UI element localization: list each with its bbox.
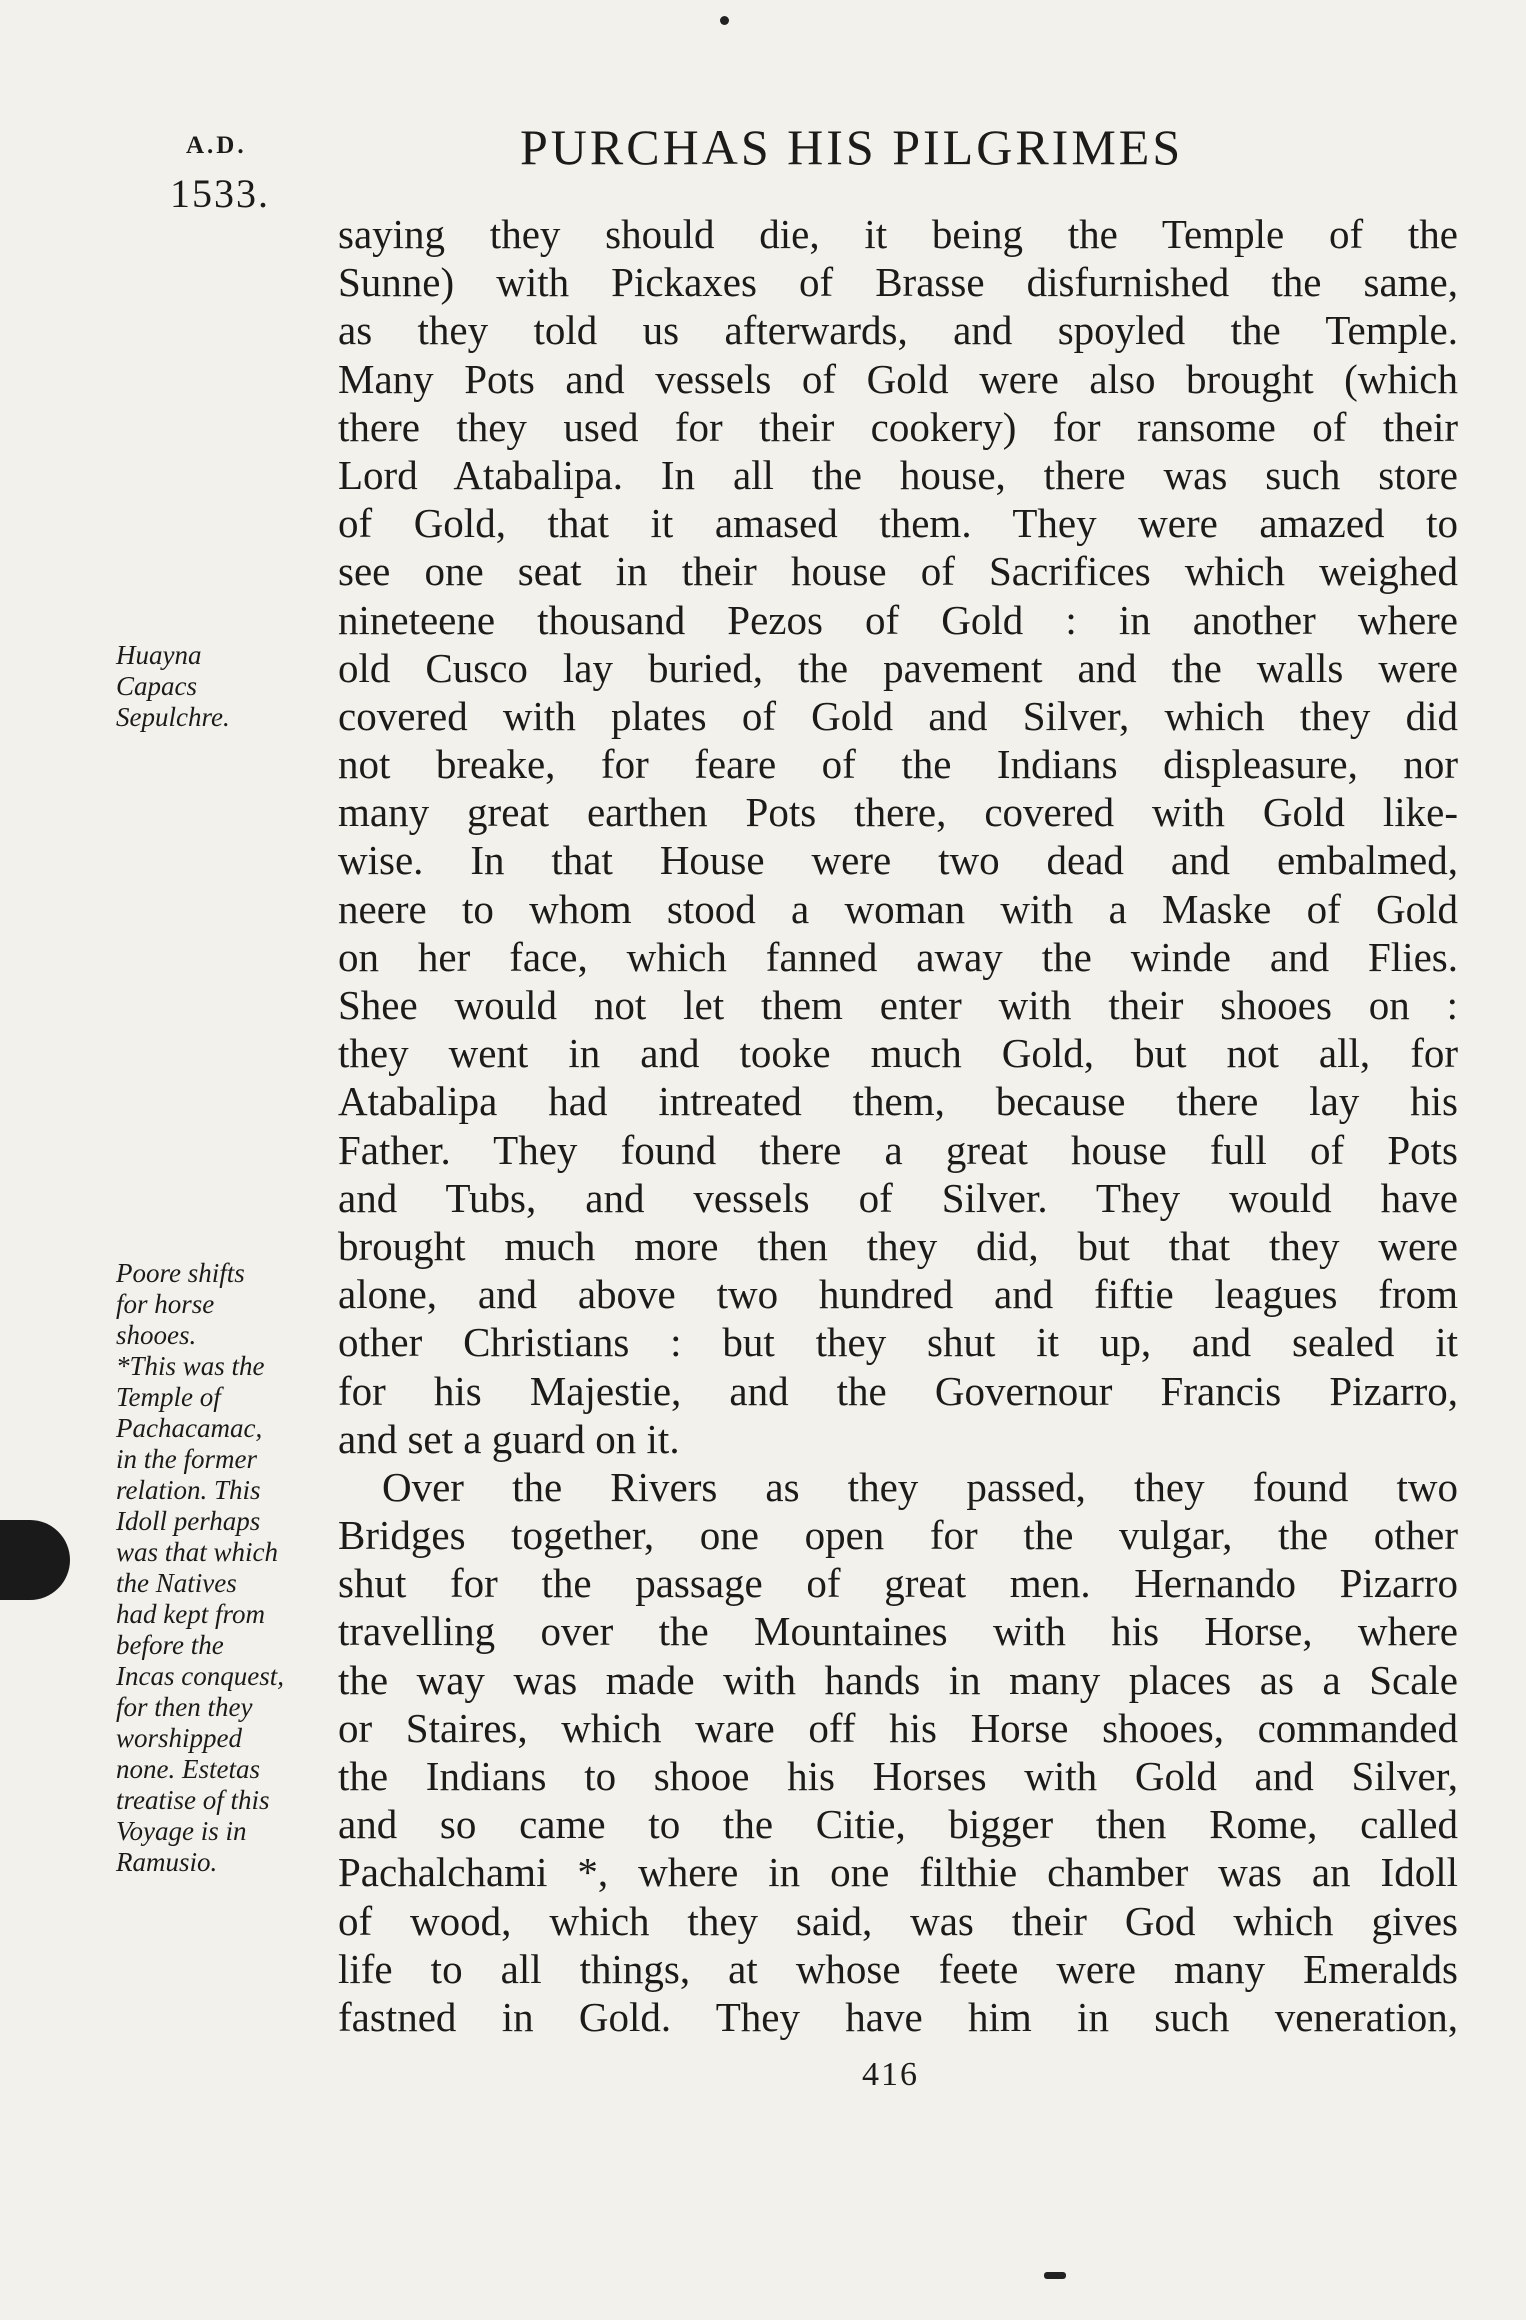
- note-line: before the: [116, 1630, 224, 1660]
- note-line: shooes.: [116, 1320, 197, 1350]
- text-line: brought much more then they did, but that they were: [338, 1222, 1458, 1269]
- note-line: in the former: [116, 1444, 257, 1474]
- text-line: the Indians to shooe his Horses with Gold and Silver,: [338, 1753, 1458, 1799]
- margin-note-horse-shooes: [116, 1258, 316, 1878]
- text-line: alone, and above two hundred and fiftie leagues from: [338, 1271, 1458, 1318]
- text-line: saying they should die, it being the Temple of the: [338, 211, 1458, 257]
- text-line: for his Majestie, and the Governour Francis Pizarro,: [338, 1367, 1458, 1414]
- text-line: and set a guard on it.: [338, 1415, 680, 1462]
- note-line: relation. This: [116, 1475, 261, 1505]
- text-line: Sunne) with Pickaxes of Brasse disfurnished the same,: [338, 259, 1458, 306]
- note-line: was that which: [116, 1537, 279, 1567]
- text-line: wise. In that House were two dead and embalmed,: [338, 837, 1458, 884]
- text-line: Pachalchami *, where in one filthie chamber was an Idoll: [338, 1849, 1458, 1896]
- note-line: for then they: [116, 1692, 253, 1722]
- note-line: Sepulchre.: [116, 702, 230, 732]
- text-line: Shee would not let them enter with their shooes on :: [338, 982, 1458, 1028]
- text-line: shut for the passage of great men. Hernando Pizarro: [338, 1560, 1458, 1607]
- text-line: many great earthen Pots there, covered with Gold like-: [338, 789, 1458, 836]
- text-line: and Tubs, and vessels of Silver. They would have: [338, 1174, 1458, 1221]
- note-line: none. Estetas: [116, 1754, 260, 1784]
- text-line: Atabalipa had intreated them, because there lay his: [338, 1078, 1458, 1125]
- text-line: neere to whom stood a woman with a Maske of Gold: [338, 885, 1458, 932]
- note-line: worshipped: [116, 1723, 243, 1753]
- text-line: as they told us afterwards, and spoyled the Temple.: [338, 307, 1458, 354]
- text-line: the way was made with hands in many places as a Scale: [338, 1656, 1458, 1703]
- text-line: old Cusco lay buried, the pavement and the walls were: [338, 644, 1458, 691]
- text-line: Many Pots and vessels of Gold were also brought (which: [338, 355, 1458, 402]
- text-line: other Christians : but they shut it up, and sealed it: [338, 1319, 1458, 1366]
- note-line: had kept from: [116, 1599, 265, 1629]
- note-line: Capacs: [116, 671, 197, 701]
- note-line: Pachacamac,: [116, 1413, 263, 1443]
- text-line: covered with plates of Gold and Silver, which they did: [338, 692, 1458, 739]
- page-number: 416: [862, 2056, 919, 2093]
- note-line: Huayna: [116, 640, 202, 670]
- text-line: fastned in Gold. They have him in such veneration,: [338, 1993, 1458, 2040]
- text-line: and so came to the Citie, bigger then Rome, called: [338, 1801, 1458, 1848]
- text-line: they went in and tooke much Gold, but not all, for: [338, 1030, 1458, 1077]
- margin-note-sepulchre: [116, 640, 316, 733]
- text-line: nineteene thousand Pezos of Gold : in another where: [338, 596, 1458, 643]
- text-line: life to all things, at whose feete were many Emeralds: [338, 1945, 1458, 1992]
- text-line: Lord Atabalipa. In all the house, there was such store: [338, 451, 1458, 498]
- note-line: Ramusio.: [116, 1847, 218, 1877]
- text-line: or Staires, which ware off his Horse shooes, commanded: [338, 1704, 1458, 1751]
- running-title: PURCHAS HIS PILGRIMES: [520, 119, 1184, 175]
- text-line: see one seat in their house of Sacrifices which weighed: [338, 548, 1458, 595]
- era-label: A.D.: [186, 132, 247, 159]
- text-line: travelling over the Mountaines with his Horse, where: [338, 1608, 1458, 1655]
- note-line: treatise of this: [116, 1785, 270, 1815]
- note-line: for horse: [116, 1289, 215, 1319]
- ink-mark: [1044, 2272, 1066, 2279]
- text-line: not breake, for feare of the Indians displeasure, nor: [338, 741, 1458, 788]
- text-line: Over the Rivers as they passed, they found two: [382, 1463, 1458, 1510]
- thumb-shadow: [0, 1520, 70, 1600]
- note-line: Poore shifts: [116, 1258, 245, 1288]
- text-line: Bridges together, one open for the vulgar, the other: [338, 1512, 1458, 1559]
- text-line: there they used for their cookery) for ransome of their: [338, 403, 1458, 450]
- year-label: 1533.: [170, 171, 270, 216]
- text-line: of wood, which they said, was their God which gives: [338, 1897, 1458, 1944]
- note-line: *This was the: [116, 1351, 265, 1381]
- note-line: Idoll perhaps: [116, 1506, 261, 1536]
- note-line: Temple of: [116, 1382, 221, 1412]
- text-line: Father. They found there a great house full of Pots: [338, 1126, 1458, 1173]
- note-line: the Natives: [116, 1568, 237, 1598]
- text-line: of Gold, that it amased them. They were amazed to: [338, 500, 1458, 547]
- note-line: Voyage is in: [116, 1816, 247, 1846]
- text-line: on her face, which fanned away the winde and Flies.: [338, 933, 1458, 980]
- note-line: Incas conquest,: [116, 1661, 284, 1691]
- ink-speck: [720, 16, 729, 25]
- body-text: [338, 210, 1458, 2041]
